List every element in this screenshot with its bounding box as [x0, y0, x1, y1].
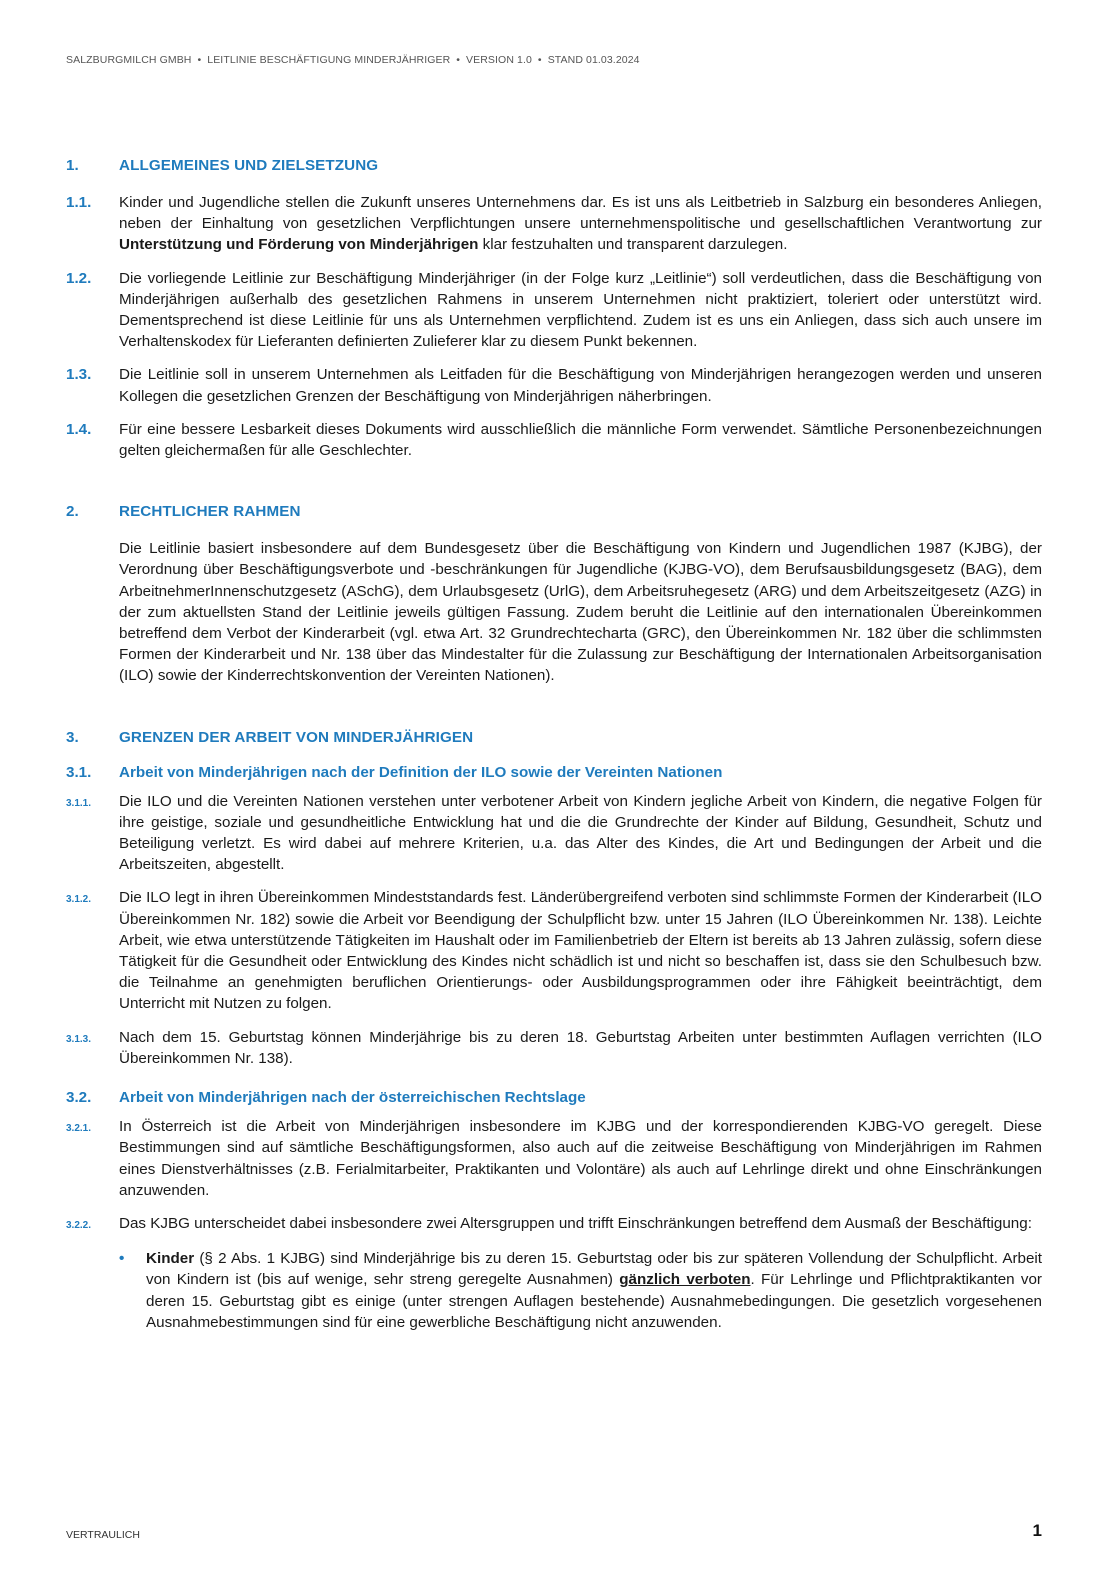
section-title: ALLGEMEINES UND ZIELSETZUNG: [119, 157, 379, 174]
paragraph-text: In Österreich ist die Arbeit von Minderjährigen insbesondere im KJBG und der korrespondierenden KJBG-VO geregelt. Diese Bestimmungen sind auf sämtliche Beschäftigungsformen, also auch auf die zeitweise Beschäftigung von Minderjährigen im Rahmen eines Dienstverhältnisses (z.B. Ferialmitarbeiter, Praktikanten und Volontäre) als auch auf Lehrlinge direkt und ohne Einschränkungen anzuwenden.: [119, 1118, 1042, 1199]
paragraph-number: 3.2.2.: [66, 1219, 92, 1231]
paragraph-3-1-3: [66, 1027, 1042, 1069]
subsection-heading-3-1: [66, 764, 1042, 781]
header-date: STAND 01.03.2024: [547, 54, 640, 66]
paragraph-1-2: [66, 268, 1042, 353]
header-separator: •: [537, 54, 542, 66]
header-version: VERSION 1.0: [466, 54, 532, 66]
bullet-term: Kinder: [146, 1250, 195, 1268]
section-heading-3: [66, 729, 1042, 746]
paragraph-number: 1.3.: [66, 366, 92, 384]
subsection-heading-3-2: [66, 1089, 1042, 1106]
section-number: 3.: [66, 728, 79, 746]
paragraph-number: 1.4.: [66, 420, 92, 438]
document-body: [66, 157, 1042, 1333]
running-header: [66, 54, 640, 66]
page-number: 1: [1032, 1521, 1042, 1540]
subsection-title: Arbeit von Minderjährigen nach der österreichischen Rechtslage: [119, 1089, 586, 1107]
paragraph-3-1-1: [66, 791, 1042, 876]
paragraph-number: 3.2.1.: [66, 1123, 92, 1135]
paragraph-text: Das KJBG unterscheidet dabei insbesondere zwei Altersgruppen und trifft Einschränkungen betreffend dem Ausmaß der Beschäftigung:: [119, 1214, 1032, 1232]
list-item: [119, 1248, 1042, 1333]
paragraph-number: 1.2.: [66, 269, 92, 287]
paragraph-text: Die ILO und die Vereinten Nationen verstehen unter verbotener Arbeit von Kindern jegliche Arbeit von Kindern, die negative Folgen für ihre geistige, soziale und gesundheitliche Entwicklung hat und die die Grundrechte der Kinder auf Bildung, Gesundheit, Schutz und Beteiligung verletzt. Es wird dabei auf mehrere Kriterien, u.a. das Alter des Kindes, die Art und Bedingungen der Arbeit und die Arbeitszeiten, abgestellt.: [119, 792, 1042, 874]
paragraph-text: Kinder und Jugendliche stellen die Zukunft unseres Unternehmens dar. Es ist uns als Leitbetrieb in Salzburg ein besonderes Anliegen, neben der Einhaltung von gesetzlichen Verpflichtungen unsere unternehmenspolitische und gesellschaftlichen Verantwortung zur: [119, 194, 1042, 233]
paragraph-3-1-2: [66, 887, 1042, 1014]
paragraph-text: Die Leitlinie soll in unserem Unternehmen als Leitfaden für die Beschäftigung von Minderjährigen herangezogen werden und unseren Kollegen die gesetzlichen Grenzen der Beschäftigung von Minderjährigen näherbringen.: [119, 366, 1042, 405]
paragraph-text: klar festzuhalten und transparent darzulegen.: [478, 236, 788, 254]
subsection-number: 3.1.: [66, 763, 92, 781]
subsection-number: 3.2.: [66, 1089, 92, 1107]
paragraph-text: Die ILO legt in ihren Übereinkommen Mindeststandards fest. Länderübergreifend verboten sind schlimmste Formen der Kinderarbeit (ILO Übereinkommen Nr. 182) sowie die Arbeit vor Beendigung der Schulpflicht bzw. unter 15 Jahren (ILO Übereinkommen Nr. 138). Leichte Arbeit, wie etwa unterstützende Tätigkeiten im Haushalt oder im Familienbetrieb der Eltern ist bereits ab 13 Jahren zulässig, sofern diese Tätigkeit für die Gesundheit oder Entwicklung des Kindes nicht schädlich ist und nicht so beschaffen ist, dass sie den Schulbesuch bzw. die Teilnahme an genehmigten beruflichen Orientierungs- oder Ausbildungsprogrammen oder ihre Fähigkeit beeinträchtigt, dem Unterricht mit Nutzen zu folgen.: [119, 889, 1042, 1013]
section-title: RECHTLICHER RAHMEN: [119, 503, 301, 521]
bullet-text: (§ 2 Abs. 1 KJBG) sind Minderjährige bis zu deren 15. Geburtstag oder bis zur späteren Vollendung der Schulpflicht. Arbeit von Kindern ist (bis auf wenige, sehr streng geregelte Ausnahmen): [146, 1250, 1042, 1289]
header-separator: •: [456, 54, 461, 66]
bullet-mark: •: [119, 1250, 125, 1268]
section-heading-1: [66, 157, 1042, 174]
paragraph-number: 3.1.1.: [66, 797, 92, 809]
header-separator: •: [197, 54, 202, 66]
paragraph-number: 3.1.3.: [66, 1033, 92, 1045]
paragraph-text: Nach dem 15. Geburtstag können Minderjährige bis zu deren 18. Geburtstag Arbeiten unter bestimmten Auflagen verrichten (ILO Übereinkommen Nr. 138).: [119, 1028, 1042, 1067]
paragraph-1-3: [66, 364, 1042, 406]
bullet-text: . Für Lehrlinge und Pflichtpraktikanten vor deren 15. Geburtstag gibt es einige (unter strengen Auflagen bestehende) Ausnahmebedingungen. Die gesetzlich vorgesehenen Ausnahmebestimmungen sind für eine gewerbliche Beschäftigung nicht anzuwenden.: [146, 1271, 1042, 1331]
section-title: GRENZEN DER ARBEIT VON MINDERJÄHRIGEN: [119, 728, 474, 746]
paragraph-text: Für eine bessere Lesbarkeit dieses Dokuments wird ausschließlich die männliche Form verwendet. Sämtliche Personenbezeichnungen gelten gleichermaßen für alle Geschlechter.: [119, 420, 1042, 460]
paragraph-1-1: [66, 192, 1042, 256]
paragraph-emphasis: Unterstützung und Förderung von Minderjährigen: [119, 236, 479, 254]
paragraph-number: 1.1.: [66, 194, 92, 211]
section-number: 2.: [66, 503, 79, 521]
paragraph-3-2-1: [66, 1116, 1042, 1201]
header-title: LEITLINIE BESCHÄFTIGUNG MINDERJÄHRIGER: [207, 54, 451, 66]
header-company: SALZBURGMILCH GMBH: [66, 54, 192, 66]
section-heading-2: [66, 503, 1042, 520]
bullet-emphasis: gänzlich verboten: [619, 1271, 751, 1289]
section-number: 1.: [66, 157, 79, 174]
paragraph-1-4: [66, 419, 1042, 461]
subsection-title: Arbeit von Minderjährigen nach der Definition der ILO sowie der Vereinten Nationen: [119, 763, 723, 781]
paragraph-2: Die Leitlinie basiert insbesondere auf dem Bundesgesetz über die Beschäftigung von Kindern und Jugendlichen 1987 (KJBG), der Verordnung über Beschäftigungsverbote und -beschränkungen für Jugendliche (KJBG-VO), dem Berufsausbildungsgesetz (BAG), dem ArbeitnehmerInnenschutzgesetz (ASchG), dem Urlaubsgesetz (UrlG), dem Arbeitsruhegesetz (ARG) und dem Arbeitszeitgesetz (AZG) in der zum aktuellsten Stand der Leitlinie jeweils gültigen Fassung. Zudem beruht die Leitlinie auf den internationalen Übereinkommen betreffend dem Verbot der Kinderarbeit (vgl. etwa Art. 32 Grundrechtecharta (GRC), den Übereinkommen Nr. 182 über die schlimmsten Formen der Kinderarbeit und Nr. 138 über das Mindestalter für die Zulassung zur Beschäftigung der Internationalen Arbeitsorganisation (ILO) sowie der Kinderrechtskonvention der Vereinten Nationen).: [119, 540, 1042, 685]
paragraph-number: 3.1.2.: [66, 894, 92, 906]
paragraph-3-2-2: [66, 1213, 1042, 1236]
paragraph-text: Die vorliegende Leitlinie zur Beschäftigung Minderjähriger (in der Folge kurz „Leitlinie“) soll verdeutlichen, dass die Beschäftigung von Minderjährigen außerhalb des gesetzlichen Rahmens in unserem Unternehmen nicht praktiziert, toleriert oder unterstützt wird. Dementsprechend ist diese Leitlinie für uns als Unternehmen verpflichtend. Zudem ist es uns ein Anliegen, dass sich auch unsere im Verhaltenskodex für Lieferanten definierten Zulieferer klar zu diesem Punkt bekennen.: [119, 269, 1042, 351]
footer-confidential-label: VERTRAULICH: [66, 1529, 140, 1541]
